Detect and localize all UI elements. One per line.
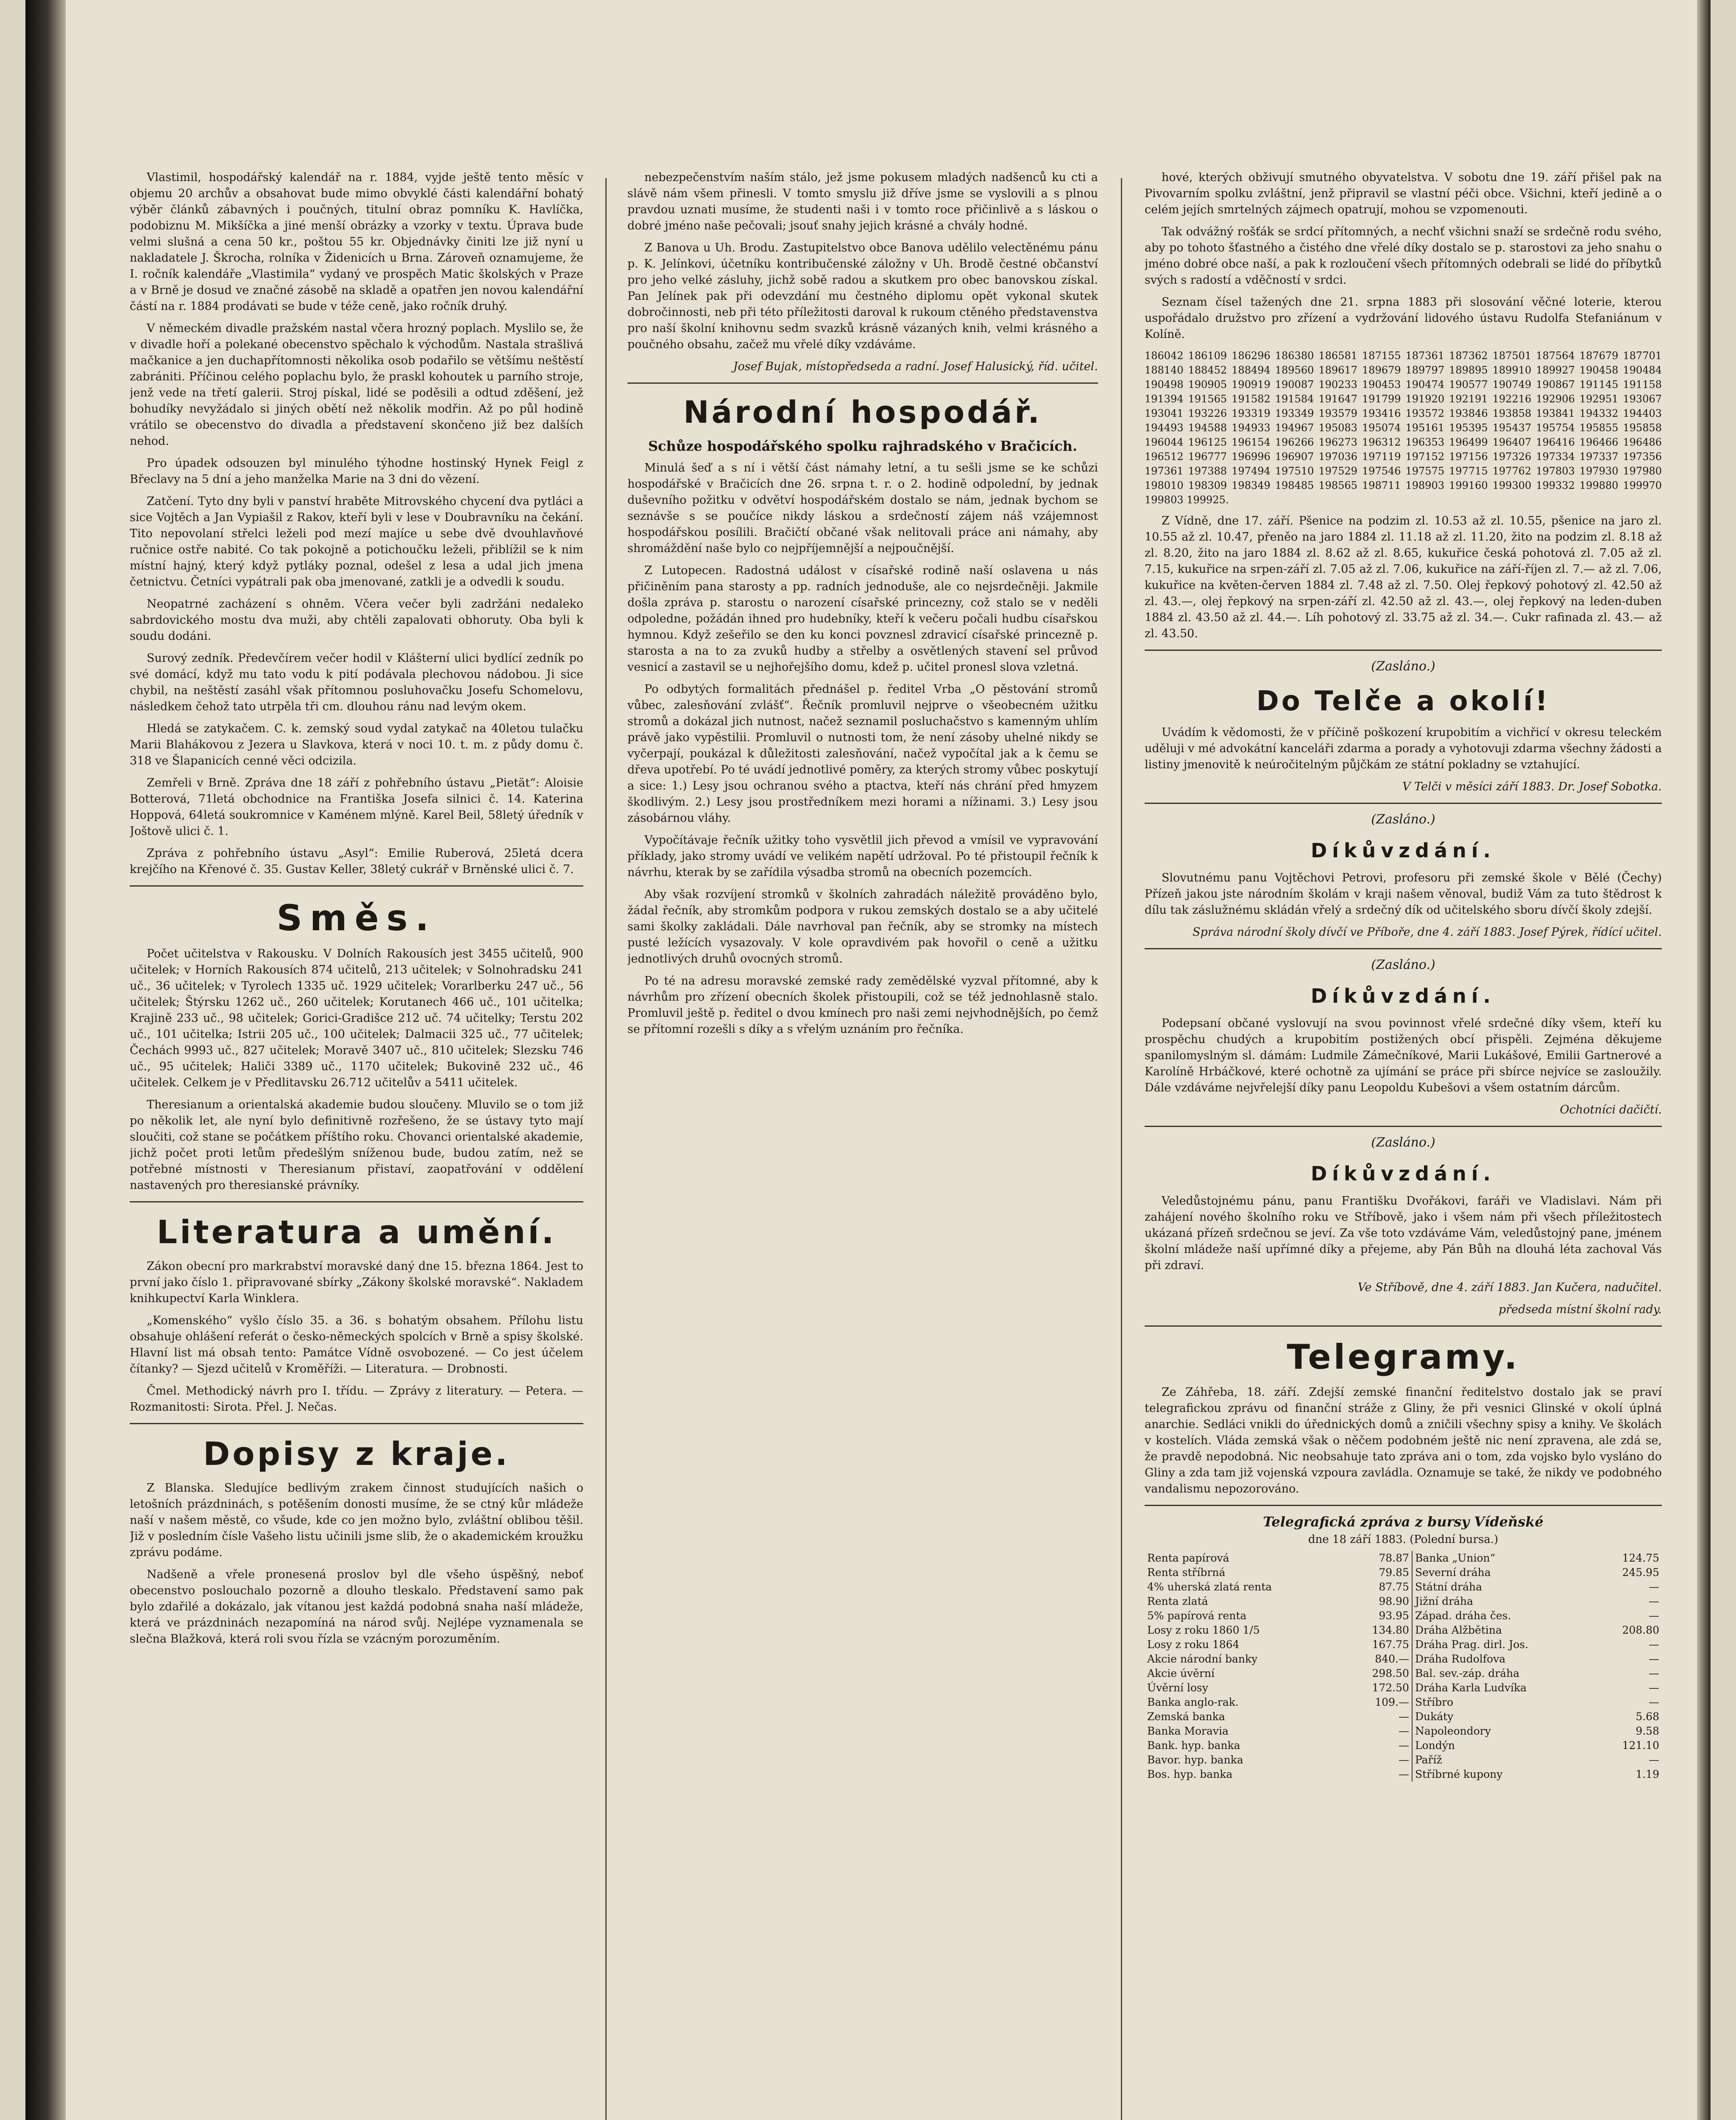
section-heading-narodni-hospodar: Národní hospodář. [683,394,1042,430]
exchange-cell: — [1649,1653,1659,1665]
exchange-cell: 1.19 [1636,1768,1659,1780]
paragraph: Vlastimil, hospodářský kalendář na r. 1884, vyjde ještě tento měsíc v objemu 20 archův a obsahovat bude mimo obvyklé části kalendářní bohatý výběr článků zábavných i poučných, titulní obraz pomníku K. Havlíčka, podobiznu M. Mikšíčka a jiné menší obrázky a vzorky v textu. Úprava bude velmi slušná a cena 50 kr., poštou 55 kr. Objednávky činiti lze již nyní u nakladatele J. Škrocha, rolníka v Židenicích u Brna. Zároveň oznamujeme, že I. ročník kalendáře „Vlastimila“ vydaný ve prospěch Matic školských v Praze a v Brně je dosud ve značné zásobě na skladě a opatřen jen novou kalendářní částí na r. 1884 prodávati se bude v téže ceně, jako ročník druhý. [130,171,583,313]
column-rule-1 [605,178,607,2120]
exchange-row [1145,1652,1662,1666]
column-rule-2 [1121,178,1122,2120]
paragraph: Nadšeně a vřele pronesená proslov byl dle všeho úspěšný, neboť obecenstvo poslouchalo pozorně a dlouho tleskalo. Představení samo pak bylo zdařilé a dokázalo, jak vítanou jest každá podobná snaha naší mládeže, která ve prázdninách nezapomíná na národ svůj. Nejlépe vyznamenala se slečna Blažková, která roli svou řízla se vzácným porozuměním. [130,1568,583,1646]
paragraph: Zemřeli v Brně. Zpráva dne 18 září z pohřebního ústavu „Pietät“: Aloisie Botterová, 71letá obchodnice na Františka Josefa silnici č. 14. Katerina Hoppová, 64letá soukromnice v Kaménem mlýně. Karel Beil, 58letý úředník v Joštově ulici č. 1. [130,776,583,838]
exchange-cell: Bal. sev.-záp. dráha [1412,1666,1597,1681]
exchange-row [1145,1666,1662,1681]
exchange-table [1145,1551,1662,1782]
exchange-cell: 5.68 [1636,1710,1659,1723]
section-divider [1145,650,1662,651]
paragraph: Z Lutopecen. Radostná událost v císařské rodině naší oslavena u nás přičiněním pana starosty a pp. radních jednoduše, ale co nejsrdečněji. Jakmile došla zpráva p. starostu o narození císařské princezny, což stalo se v neděli odpoledne, požádán ihned pro hudebníky, kteří k večeru počali hudbu císařskou hymnou. Když zešeřilo se den ku konci povznesl zdravicí císařské princezně p. starosta a na to za zvuků hudby a střelby a osvětlených stavení sel průvod vesnicí a zastavil se u nejhořejšího domu, kdež p. učitel pronesl slova vzletná. [627,564,1098,674]
exchange-cell: — [1398,1768,1409,1780]
exchange-cell: — [1398,1725,1409,1737]
section-heading-smes: Směs. [276,897,437,939]
exchange-cell: Stříbro [1412,1695,1597,1710]
signature: Ochotníci dačičtí. [1560,1103,1662,1116]
exchange-row [1145,1580,1662,1594]
paragraph: Theresianum a orientalská akademie budou sloučeny. Mluvilo se o tom již po několik let, ale nyní bylo definitivně rozřešeno, že se ústavy tyto mají sloučiti, což stane se počátkem příštího roku. Chovanci orientalské akademie, jichž počet proti letům předešlým sníženou bude, budou zatím, než se potřebné místnosti v Theresianum přistaví, zaopatřování v oddělení nastavených pro theresianské právníky. [130,1098,583,1192]
section-divider [627,382,1098,384]
exchange-cell: — [1649,1682,1659,1694]
paragraph: Zatčení. Tyto dny byli v panství hraběte Mitrovského chycení dva pytláci a sice Vojtěch a Jan Vypiašil z Rakov, kteří byli v lese v Doubravníku na čekání. Tito nepovolaní střelci leželi pod mezí majíce u sebe dvě dvouhlavňové ručnice ostře nabité. Co tak pokojně a potichoučku leželi, přiblížil se k nim místní hajný, který když pytláky poznal, odešel z lesa a udal jich jmena četnictvu. Četníci vypátrali pak oba jmenované, zatkli je a odvedli k soudu. [130,495,583,589]
exchange-cell: — [1649,1595,1659,1607]
exchange-cell: Dukáty [1412,1710,1597,1724]
lottery-numbers: 186042 186109 186296 186380 186581 187155 187361 187362 187501 187564 187679 187701 188140 188452 188494 189560 189617 189679 189797 189895 189910 189927 190458 190484 190498 190905 190919 190087 190233 190453 190474 190577 190749 190867 191145 191158 191394 191565 191582 191584 191647 191799 191920 192191 192216 192906 192951 193067 193041 193226 193319 193349 193579 193416 193572 193846 193858 193841 194332 194403 194493 194588 194933 194967 195083 195074 195161 195395 195437 195754 195855 195858 196044 196125 196154 196266 196273 196312 196353 196499 196407 196416 196466 196486 196512 196777 196996 196907 197036 197119 197152 197156 197326 197334 197337 197356 197361 197388 197494 197510 197529 197546 197575 197715 197762 197803 197930 197980 198010 198309 198349 198485 198565 198711 198903 199160 199300 199332 199880 199970 199803 199925. [1145,350,1662,506]
section-divider [130,1201,583,1202]
paragraph: Uvádím k vědomosti, že v příčině poškození krupobitím a vichřicí v okresu teleckém uděluji v mé advokátní kanceláři zdarma a porady a vyhotovuji zdarma všechny žádosti a listiny jmenovitě k neúročitelným půjčkám ze státní pokladny se vztahující. [1145,726,1662,771]
paragraph: hové, kterých obživují smutného obyvatelstva. V sobotu dne 19. září přišel pak na Pivovarním spolku zvláštní, jenž připravil se vlastní péči obce. Všichni, kteří jedině a o celém jejích smrtelných zájmech opatrují, mohou se vzpomenouti. [1145,171,1662,216]
section-heading-dopisy: Dopisy z kraje. [203,1435,510,1473]
exchange-row [1145,1710,1662,1724]
exchange-cell: Renta zlatá [1147,1595,1208,1607]
exchange-row [1145,1753,1662,1767]
section-divider [1145,803,1662,804]
exchange-row [1145,1609,1662,1623]
column-3 [1145,170,1662,2120]
exchange-cell: Banka anglo-rak. [1147,1696,1239,1708]
exchange-row [1145,1565,1662,1580]
paragraph: Veledůstojnému pánu, panu Františku Dvořákovi, faráři ve Vladislavi. Nám při zahájení nového školního roku ve Stříbově, jako i všem nám při všech příležitostech ukázaná přízeň srdečnou se jeví. Za vše toto vzdáváme Vám, veledůstojný pane, jménem školní mládeže naší upřímné díky a přejeme, aby Pán Bůh na dlouhá léta zachoval Vás při zdraví. [1145,1194,1662,1272]
paragraph: Počet učitelstva v Rakousku. V Dolních Rakousích jest 3455 učitelů, 900 učitelek; v Horních Rakousích 874 učitelů, 213 učitelek; v Solnohradsku 241 uč., 36 učitelek; v Tyrolech 1335 uč. 1929 učitelek; Vorarlberku 247 uč., 56 učitelek; Štýrsku 1262 uč., 260 učitelek; Korutanech 466 uč., 101 učitelka; Krajině 233 uč., 98 učitelek; Gorici-Gradišce 212 uč. 74 učitelky; Terstu 202 uč., 101 učitelka; Istrii 205 uč., 100 učitelek; Dalmacii 325 uč., 77 učitelek; Čechách 9993 uč., 827 učitelek; Moravě 3407 uč., 810 učitelek; Slezsku 746 uč., 95 učitelek; Haliči 3389 uč., 1170 učitelek; Bukovině 232 uč., 46 učitelek. Celkem je v Předlitavsku 26.712 učitelův a 5411 učitelek. [130,947,583,1089]
exchange-cell: Akcie národní banky [1147,1653,1258,1665]
exchange-row [1145,1767,1662,1782]
exchange-cell: Úvěrní losy [1147,1682,1208,1694]
signature: V Telči v měsíci září 1883. Dr. Josef Sobotka. [1402,780,1662,793]
paragraph: Ze Záhřeba, 18. září. Zdejší zemské finanční ředitelstvo dostalo jak se praví telegrafickou zprávu od finanční stráže z Gliny, že při vesnici Glinské v okolí úplná anarchie. Sedláci vnikli do úřednických domů a zničili všechny spisy a knihy. Ve školách v kostelích. Vláda zemská však o něčem podobném ještě nic není zpravena, ale zdá se, že pravdě nepodobná. Nic neobsahuje tato zpráva ani o tom, zda vojsko bylo vysláno do Gliny a zda tam již vojenská vzpoura zavládla. Oznamuje se také, že nikdy ve podobného vandalismu nepozorováno. [1145,1386,1662,1495]
exchange-cell: — [1649,1610,1659,1622]
paragraph: Z Blanska. Sledujíce bedlivým zrakem činnost studujících našich o letošních prázdninách, s potěšením donosti musíme, že se ctný kůr mládeže naší v našem městě, co všude, kde co jen možno bylo, zvláštní oblibou těšil. Již v posledním čísle Vašeho listu učinili jsme slib, že o akademickém kroužku zprávu podáme. [130,1481,583,1559]
section-divider [1145,948,1662,949]
exchange-cell: 121.10 [1622,1739,1659,1752]
exchange-row [1145,1594,1662,1609]
exchange-cell: Dráha Karla Ludvíka [1412,1681,1597,1695]
section-divider [1145,1126,1662,1127]
exchange-cell: 167.75 [1372,1638,1409,1651]
exchange-cell: 9.58 [1636,1725,1659,1737]
paragraph: „Komenského“ vyšlo číslo 35. a 36. s bohatým obsahem. Přílohu listu obsahuje ohlášení referát o česko-německých spolcích v Brně a spisy školské. Hlavní list má obsah tento: Památce Vídně osvobozené. — Co jest účelem čítanky? — Sjezd učitelů v Kroměříži. — Literatura. — Drobnosti. [130,1314,583,1375]
exchange-cell: Londýn [1412,1738,1597,1753]
exchange-row [1145,1623,1662,1637]
exchange-cell: Severní dráha [1412,1565,1597,1580]
paragraph: Seznam čísel tažených dne 21. srpna 1883 při slosování věčné loterie, kterou uspořádalo družstvo pro zřízení a vydržování lidového ústavu Rudolfa Stefaniánum v Kolíně. [1145,296,1662,341]
exchange-cell: Akcie úvěrní [1147,1667,1215,1679]
section-divider [130,1423,583,1424]
exchange-cell: Banka „Union“ [1412,1551,1597,1565]
exchange-cell: — [1649,1754,1659,1766]
exchange-row [1145,1551,1662,1565]
paragraph: Po té na adresu moravské zemské rady zemědělské vyzval přítomné, aby k návrhům pro zřízení obecních školek přistoupili, což se též jednohlasně stalo. Promluvil ještě p. ředitel o dvou kmínech pro naši zemi nejvhodnějších, po čemž se přítomní rozešli s díky a s vřelým uznáním pro řečníka. [627,974,1098,1036]
exchange-cell: 245.95 [1622,1566,1659,1579]
exchange-cell: 840.— [1375,1653,1409,1665]
exchange-cell: — [1398,1710,1409,1723]
newspaper-page [25,0,1711,2120]
exchange-cell: Bank. hyp. banka [1147,1739,1240,1752]
price-report: Z Vídně, dne 17. září. Pšenice na podzim zl. 10.53 až zl. 10.55, pšenice na jaro zl. 10.55 až zl. 10.47, přeněo na jaro 1884 zl. 11.18 až zl. 11.20, žito na podzim zl. 8.18 až zl. 8.20, žito na jaro 1884 zl. 8.62 až zl. 8.65, kukuřice česká pohotová zl. 7.05 až zl. 7.15, kukuřice na srpen-září zl. 7.05 až zl. 7.06, kukuřice na září-říjen zl. 7.— až zl. 7.06, kukuřice na květen-červen 1884 zl. 7.48 až zl. 7.50. Olej řepkový pohotový zl. 42.50 až zl. 43.—, olej řepkový na srpen-září zl. 42.50 až zl. 43.—, olej řepkový na leden-duben 1884 zl. 43.50 až zl. 44.—. Líh pohotový zl. 33.75 až zl. 34.—. Cukr rafinada zl. 43.— až zl. 43.50. [1145,514,1662,640]
section-divider [130,885,583,887]
section-heading-dikuvzdani: Díkůvzdání. [1310,985,1496,1007]
exchange-cell: — [1649,1581,1659,1593]
exchange-row [1145,1738,1662,1753]
exchange-cell: 5% papírová renta [1147,1610,1247,1622]
section-heading-telc: Do Telče a okolí! [1256,686,1550,717]
section-divider [1145,1505,1662,1506]
exchange-cell: Stříbrné kupony [1412,1767,1597,1782]
paragraph: Čmel. Methodický návrh pro I. třídu. — Zprávy z literatury. — Petera. — Rozmanitosti: Sirota. Přel. J. Nečas. [130,1384,583,1414]
section-heading-telegramy: Telegramy. [1287,1337,1520,1377]
signature: Josef Bujak, místopředseda a radní. Josef Halusický, říd. učitel. [733,360,1098,373]
signature-note: předseda místní školní rady. [1498,1303,1662,1316]
exchange-cell: 98.90 [1379,1595,1409,1607]
paragraph: Minulá šeď a s ní i větší část námahy letní, a tu sešli jsme se ke schůzi hospodářské v Bračicích dne 26. srpna t. r. o 2. hodině odpolední, by jednak duševního požitku v odvětví hospodářském dostalo se nám, jednak bychom se seznávše s se poučíce nikdy láskou a srdečností zájem náš vzájemnost hospodářskou posílili. Bračičtí občané však nelitovali práce ani námahy, aby shromáždění naše bylo co nejpříjemnější a nejpoučnější. [627,461,1098,555]
zaslano-label: (Zasláno.) [1371,957,1435,972]
paragraph: Zpráva z pohřebního ústavu „Asyl“: Emilie Ruberová, 25letá dcera krejčího na Křenové č. 35. Gustav Keller, 38letý cukrář v Brněnské ulici č. 7. [130,847,583,876]
zaslano-label: (Zasláno.) [1371,659,1435,674]
exchange-cell: Dráha Prag. dirl. Jos. [1412,1637,1597,1652]
exchange-row [1145,1724,1662,1738]
exchange-cell: 78.87 [1379,1552,1409,1564]
paragraph: Tak odvážný rošťák se srdcí přítomných, a nechť všichni snaží se srdečně rodu svého, aby po tohoto šťastného a čistého dne vřelé díky dostalo se p. starostovi za jeho snahu o jméno dobré obce naší, a pak k rozloučení všech přítomných odebrali se lidé do příbytků svých s radostí a vděčností v srdci. [1145,225,1662,287]
zaslano-label: (Zasláno.) [1371,812,1435,827]
exchange-row [1145,1695,1662,1710]
paragraph: Po odbytých formalitách přednášel p. ředitel Vrba „O pěstování stromů vůbec, zalesňování zvlášť“. Řečník promluvil nejprve o všeobecném užitku stromů a dokázal jich nutnost, načež seznamil posluchačstvo s kamenným uhlím právě jako vypěstilii. Promluvil o nutnosti tom, že není zásoby uhelné nikdy se vyčerpají, poukázal k důležitosti zalesňování, načež vypočítal jak a k čemu se dřeva upotřebí. Po té uvádí jednotlivé poměry, za kterých stromy vůbec poskytují a sice: 1.) Lesy jsou ochranou svého a ptactva, kteří nás chrání před hmyzem škodlivým. 2.) Lesy jsou prostředníkem mezi horami a nížinami. 3.) Lesy jsou zásobárnou vláhy. [627,683,1098,825]
paragraph: Pro úpadek odsouzen byl minulého týhodne hostinský Hynek Feigl z Břeclavy na 5 dní a jeho manželka Marie na 3 dni do vězení. [130,457,583,486]
exchange-cell: Renta stříbrná [1147,1566,1226,1579]
signature: Ve Stříbově, dne 4. září 1883. Jan Kučera, nadučitel. [1357,1281,1662,1294]
paragraph: Neopatrné zacházení s ohněm. Včera večer byli zadržáni nedaleko sabrdovického mostu dva muži, aby chtěli zapalovati obhoruty. Oba byli k soudu dodáni. [130,597,583,643]
paragraph: Surový zedník. Předevčírem večer hodil v Klášterní ulici bydlící zedník po své domácí, když mu tato vodu k pití podávala plechovou nádobou. Ji sice chybil, na neštěstí zasáhl však přítomnou posluhovačku Josefu Schomelovu, následkem čehož tato utrpěla tři cm. dlouhou ránu nad levým okem. [130,652,583,713]
exchange-cell: 172.50 [1372,1682,1409,1694]
paragraph: Zákon obecní pro markrabství moravské daný dne 15. března 1864. Jest to první jako číslo 1. připravované sbírky „Zákony školské moravské“. Nakladem knihkupectví Karla Winklera. [130,1260,583,1305]
subheading-schuze: Schůze hospodářského spolku rajhradského v Bračicích. [648,438,1078,454]
paragraph: Vypočítávaje řečník užitky toho vysvětlil jich převod a vmísil ve vypravování příklady, jako stromy uvádí ve velikém napětí udržoval. Po té přistoupil řečník k návrhu, kterak by se zařídila výsadba stromů na obecních pozemcích. [627,834,1098,879]
exchange-cell: 79.85 [1379,1566,1409,1579]
exchange-date: dne 18 září 1883. (Polední bursa.) [1308,1533,1499,1546]
paragraph: nebezpečenstvím naším stálo, jež jsme pokusem mladých nadšenců ku cti a slávě nám všem přinesli. V tomto smyslu již dříve jsme se vyslovili a s plnou pravdou uznati musíme, že studenti naši i v tomto roce přičinlivě a s láskou o dobré jméno naše pečovali; jsouť snahy jejich krásné a chvály hodné. [627,171,1098,232]
paragraph: Z Banova u Uh. Brodu. Zastupitelstvo obce Banova udělilo velectěnému pánu p. K. Jelínkovi, účetníku kontribučenské záložny v Uh. Brodě čestné občanství pro jeho velké zásluhy, jichž sobě radou a skutkem pro obec banovskou získal. Pan Jelínek pak při odevzdání mu čestného diplomu opět vykonal skutek dobročinnosti, neb při této příležitosti daroval k rukoum ctěného představenstva pro naší školní knihovnu sedm svazků krásně vázaných knih, velmi krásného a poučného obsahu, začež mu vřelé díky vzdáváme. [627,241,1098,351]
column-1 [130,170,583,2120]
exchange-cell: Dráha Alžbětina [1412,1623,1597,1637]
exchange-cell: 93.95 [1379,1610,1409,1622]
exchange-cell: 298.50 [1372,1667,1409,1679]
exchange-cell: 109.— [1375,1696,1409,1708]
section-divider [1145,1325,1662,1327]
exchange-cell: 4% uherská zlatá renta [1147,1581,1272,1593]
exchange-cell: 208.80 [1622,1624,1659,1636]
paragraph: Aby však rozvíjení stromků v školních zahradách náležitě prováděno bylo, žádal řečník, aby stromkům podpora v rukou zemských dostalo se a aby učitelé sami školky zakládali. Dále navrhoval pan řečník, aby se stromky na místech pusté ležících vysazovaly. V kole opravdivém pak hovořil o ceně a užitku jednotlivých druhů ovocných stromů. [627,888,1098,965]
column-2 [627,170,1098,2120]
signature: Správa národní školy dívčí ve Příboře, dne 4. září 1883. Josef Pýrek, řídící učitel. [1192,926,1662,939]
section-heading-dikuvzdani: Díkůvzdání. [1310,1162,1496,1185]
exchange-cell: Státní dráha [1412,1580,1597,1594]
exchange-cell: — [1398,1754,1409,1766]
exchange-cell: — [1649,1638,1659,1651]
exchange-cell: Západ. dráha čes. [1412,1609,1597,1623]
exchange-cell: 124.75 [1622,1552,1659,1564]
section-heading-literatura: Literatura a umění. [156,1213,557,1251]
exchange-cell: Jižní dráha [1412,1594,1597,1609]
page-right-edge [1697,0,1711,2120]
exchange-cell: Napoleondory [1412,1724,1597,1738]
exchange-row [1145,1637,1662,1652]
section-heading-dikuvzdani: Díkůvzdání. [1310,839,1496,862]
page-binding-edge [25,0,66,2120]
exchange-cell: Paříž [1412,1753,1597,1767]
exchange-cell: Dráha Rudolfova [1412,1652,1597,1666]
zaslano-label: (Zasláno.) [1371,1135,1435,1150]
exchange-cell: 134.80 [1372,1624,1409,1636]
paragraph: Podepsaní občané vyslovují na svou povinnost vřelé srdečné díky všem, kteří ku prospěchu chudých a krupobitím postižených obcí přispěli. Zejména děkujeme spanilomyslným sl. dámám: Ludmile Zámečníkové, Marii Lukášové, Emilii Gartnerové a Karolíně Hrbáčkové, které ochotně za ujímání se práce při sbírce nejvíce se zasloužily. Dále vzdáváme nejvřelejší díky panu Leopoldu Kubešovi a všem ostatním dárcům. [1145,1017,1662,1094]
paragraph: V německém divadle pražském nastal včera hrozný poplach. Myslilo se, že v divadle hoří a polekané obecenstvo spěchalo k východům. Nastala strašlivá mačkanice a jen duchapřítomnosti několika osob podařilo se většímu neštěstí zabrániti. Příčinou celého poplachu bylo, že praskl kohoutek u parního stroje, jenž vede na třetí galerii. Stroj pískal, lidé se poděsili a odtud zděšení, jež bohudíky nevyžádalo si jiných obětí než několik modřin. Až po půl hodině vrátilo se obecenstvo do divadla a představení skončeno již bez dalších nehod. [130,322,583,448]
exchange-cell: Losy z roku 1860 1/5 [1147,1624,1260,1636]
paragraph: Hledá se zatykačem. C. k. zemský soud vydal zatykač na 40letou tulačku Marii Blahákovou z Jezera u Slavkova, která v noci 10. t. m. z půdy domu č. 318 ve Šlapanicích cenné věci odcizila. [130,722,583,767]
exchange-cell: 87.75 [1379,1581,1409,1593]
exchange-cell: — [1649,1667,1659,1679]
exchange-cell: Bavor. hyp. banka [1147,1754,1243,1766]
exchange-cell: — [1649,1696,1659,1708]
exchange-title: Telegrafická zpráva z bursy Vídeňské [1263,1514,1544,1530]
exchange-cell: Banka Moravia [1147,1725,1229,1737]
exchange-cell: Bos. hyp. banka [1147,1768,1233,1780]
exchange-cell: Losy z roku 1864 [1147,1638,1240,1651]
exchange-cell: Zemská banka [1147,1710,1225,1723]
exchange-row [1145,1681,1662,1695]
exchange-cell: Renta papírová [1147,1552,1229,1564]
paragraph: Slovutnému panu Vojtěchovi Petrovi, profesoru při zemské škole v Bělé (Čechy) Přízeň jakou jste národním školám v kraji našem věnoval, budiž Vám za tuto štědrost k dílu tak záslužnému skládán vřelý a srdečný dík od učitelského sboru dívčí školy zdejší. [1145,871,1662,917]
exchange-cell: — [1398,1739,1409,1752]
